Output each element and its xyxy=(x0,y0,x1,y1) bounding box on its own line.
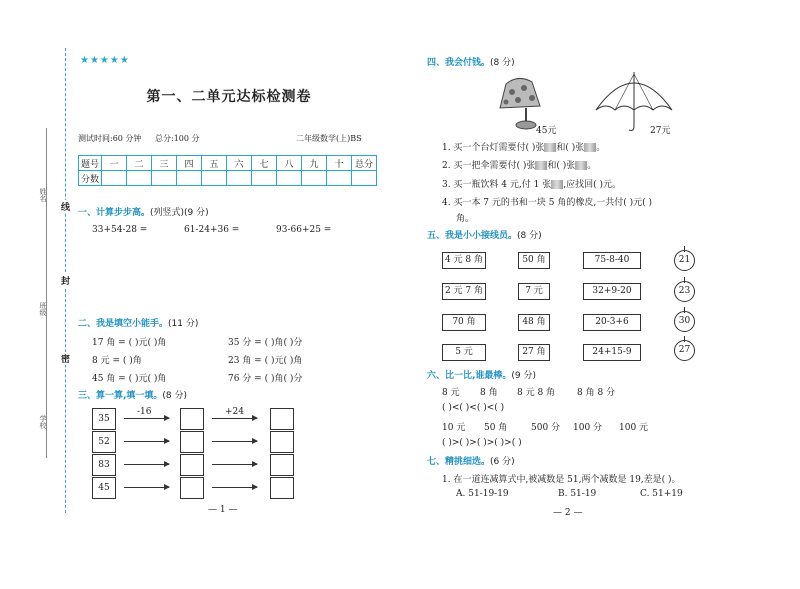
answer-circle[interactable]: 30 xyxy=(674,311,695,332)
score-cell[interactable] xyxy=(352,171,377,186)
calc-item: 33+54-28 = xyxy=(92,225,148,235)
arrow-right-icon xyxy=(212,464,257,465)
banknote-icon xyxy=(535,161,547,170)
score-cell[interactable] xyxy=(177,171,202,186)
pay-item-2: 2. 买一把伞需要付( )张 和( )张 。 xyxy=(442,161,597,171)
answer-box[interactable] xyxy=(180,454,204,476)
lamp-price: 45元 xyxy=(536,126,557,136)
score-cell[interactable] xyxy=(127,171,152,186)
connect-item[interactable]: 7 元 xyxy=(518,283,550,300)
fill-item: 45 角 = ( )元( )角 xyxy=(92,374,167,384)
score-header-cell: 一 xyxy=(102,156,127,171)
choice-option-a[interactable]: A. 51-19-19 xyxy=(456,489,509,499)
score-header-cell: 四 xyxy=(177,156,202,171)
section-5-heading: 五、我是小小接线员。(8 分) xyxy=(427,231,542,241)
connect-item[interactable]: 24+15-9 xyxy=(583,344,641,361)
section-4-heading: 四、我会付钱。(8 分) xyxy=(427,58,515,68)
answer-box[interactable] xyxy=(270,408,294,430)
decor-stars: ★★★★★ xyxy=(80,55,130,66)
connect-item[interactable]: 5 元 xyxy=(442,344,486,361)
pay-item-4-line2: 角。 xyxy=(456,214,475,224)
score-header-cell: 十 xyxy=(327,156,352,171)
compare-value: 50 角 xyxy=(484,423,508,433)
test-time: 测试时间:60 分钟 xyxy=(78,134,142,143)
fill-item: 23 角 = ( )元( )角 xyxy=(228,356,303,366)
score-cell[interactable] xyxy=(277,171,302,186)
fill-item: 76 分 = ( )角( )分 xyxy=(228,374,303,384)
banknote-icon xyxy=(584,143,596,152)
answer-box[interactable] xyxy=(270,477,294,499)
calc-item: 93-66+25 = xyxy=(276,225,332,235)
connect-item[interactable]: 20-3+6 xyxy=(583,314,641,331)
choice-question-1: 1. 在一道连减算式中,被减数是 51,两个减数是 19,差是( )。 xyxy=(442,475,681,485)
connect-item[interactable]: 48 角 xyxy=(518,314,550,331)
answer-circle[interactable]: 21 xyxy=(674,250,695,271)
arrow-right-icon xyxy=(212,487,257,488)
pay-item-3: 3. 买一瓶饮料 4 元,付 1 张 ,应找回( )元。 xyxy=(442,180,621,190)
compare-value: 500 分 xyxy=(531,423,561,433)
page-number-1: — 1 — xyxy=(208,505,238,515)
answer-box[interactable] xyxy=(180,477,204,499)
umbrella-price: 27元 xyxy=(650,126,671,136)
start-number: 52 xyxy=(92,431,116,453)
answer-box[interactable] xyxy=(270,431,294,453)
answer-box[interactable] xyxy=(270,454,294,476)
arrow-right-icon xyxy=(124,464,169,465)
section-7-heading: 七、精挑细选。(6 分) xyxy=(427,457,515,467)
score-cell[interactable] xyxy=(102,171,127,186)
start-number: 35 xyxy=(92,408,116,430)
grade-label: 二年级数学(上)BS xyxy=(296,134,362,143)
arrow-right-icon xyxy=(124,441,169,442)
section-2-heading: 二、我是填空小能手。(11 分) xyxy=(78,319,199,329)
section-3-heading: 三、算一算,填一填。(8 分) xyxy=(78,391,188,401)
page-number-2: — 2 — xyxy=(553,508,583,518)
connect-item[interactable]: 75-8-40 xyxy=(583,252,641,269)
score-row-label: 分数 xyxy=(79,171,102,186)
score-cell[interactable] xyxy=(252,171,277,186)
connect-item[interactable]: 32+9-20 xyxy=(583,283,641,300)
pay-item-1: 1. 买一个台灯需要付( )张 和( )张 。 xyxy=(442,143,606,153)
compare-value: 8 角 8 分 xyxy=(577,388,616,398)
connect-item[interactable]: 70 角 xyxy=(442,314,486,331)
score-header-cell: 总分 xyxy=(352,156,377,171)
arrow-right-icon xyxy=(124,418,169,419)
score-cell[interactable] xyxy=(202,171,227,186)
compare-value: 8 元 xyxy=(442,388,460,398)
compare-blanks: ( )>( )>( )>( )>( ) xyxy=(442,438,522,448)
class-label: 班级 xyxy=(39,302,47,316)
fill-item: 8 元 = ( )角 xyxy=(92,356,142,366)
fill-item: 35 分 = ( )角( )分 xyxy=(228,338,303,348)
operation-plus-24: +24 xyxy=(225,407,244,417)
score-cell[interactable] xyxy=(302,171,327,186)
score-header-cell: 九 xyxy=(302,156,327,171)
connect-item[interactable]: 27 角 xyxy=(518,344,550,361)
score-cell[interactable] xyxy=(327,171,352,186)
calc-item: 61-24+36 = xyxy=(184,225,240,235)
choice-option-c[interactable]: C. 51+19 xyxy=(640,489,683,499)
answer-box[interactable] xyxy=(180,408,204,430)
score-header-cell: 七 xyxy=(252,156,277,171)
fill-item: 17 角 = ( )元( )角 xyxy=(92,338,167,348)
score-header-cell: 题号 xyxy=(79,156,102,171)
choice-option-b[interactable]: B. 51-19 xyxy=(558,489,597,499)
arrow-right-icon xyxy=(212,441,257,442)
binding-solid-line xyxy=(46,128,47,458)
arrow-right-icon xyxy=(124,487,169,488)
pay-item-4: 4. 买一本 7 元的书和一块 5 角的橡皮,一共付( )元( ) xyxy=(442,198,652,208)
start-number: 45 xyxy=(92,477,116,499)
score-cell[interactable] xyxy=(152,171,177,186)
section-6-heading: 六、比一比,谁最棒。(9 分) xyxy=(427,371,537,381)
compare-value: 8 角 xyxy=(480,388,498,398)
arrow-right-icon xyxy=(212,418,257,419)
total-score: 总分:100 分 xyxy=(155,134,200,143)
compare-value: 8 元 8 角 xyxy=(517,388,556,398)
seal-secret-char: 密 xyxy=(61,352,70,365)
page-title: 第一、二单元达标检测卷 xyxy=(146,89,312,105)
answer-box[interactable] xyxy=(180,431,204,453)
operation-minus-16: -16 xyxy=(137,407,152,417)
seal-seal-char: 封 xyxy=(61,274,70,287)
answer-circle[interactable]: 23 xyxy=(674,281,695,302)
compare-value: 100 分 xyxy=(573,423,603,433)
answer-circle[interactable]: 27 xyxy=(674,340,695,361)
connect-item[interactable]: 2 元 7 角 xyxy=(442,283,486,300)
name-label: 姓名 xyxy=(39,188,47,202)
banknote-icon xyxy=(575,161,587,170)
compare-value: 100 元 xyxy=(619,423,649,433)
school-label: 学校 xyxy=(39,415,47,429)
score-cell[interactable] xyxy=(227,171,252,186)
banknote-icon xyxy=(551,180,563,189)
connect-item[interactable]: 4 元 8 角 xyxy=(442,252,486,269)
connect-item[interactable]: 50 角 xyxy=(518,252,550,269)
banknote-icon xyxy=(544,143,556,152)
score-header-cell: 五 xyxy=(202,156,227,171)
seal-line-char: 线 xyxy=(61,200,70,213)
score-header-cell: 八 xyxy=(277,156,302,171)
section-1-heading: 一、计算步步高。(列竖式)(9 分) xyxy=(78,208,209,218)
compare-blanks: ( )<( )<( )<( ) xyxy=(442,403,505,413)
start-number: 83 xyxy=(92,454,116,476)
score-header-cell: 二 xyxy=(127,156,152,171)
compare-value: 10 元 xyxy=(442,423,466,433)
score-header-cell: 六 xyxy=(227,156,252,171)
score-table xyxy=(78,155,377,186)
score-header-cell: 三 xyxy=(152,156,177,171)
